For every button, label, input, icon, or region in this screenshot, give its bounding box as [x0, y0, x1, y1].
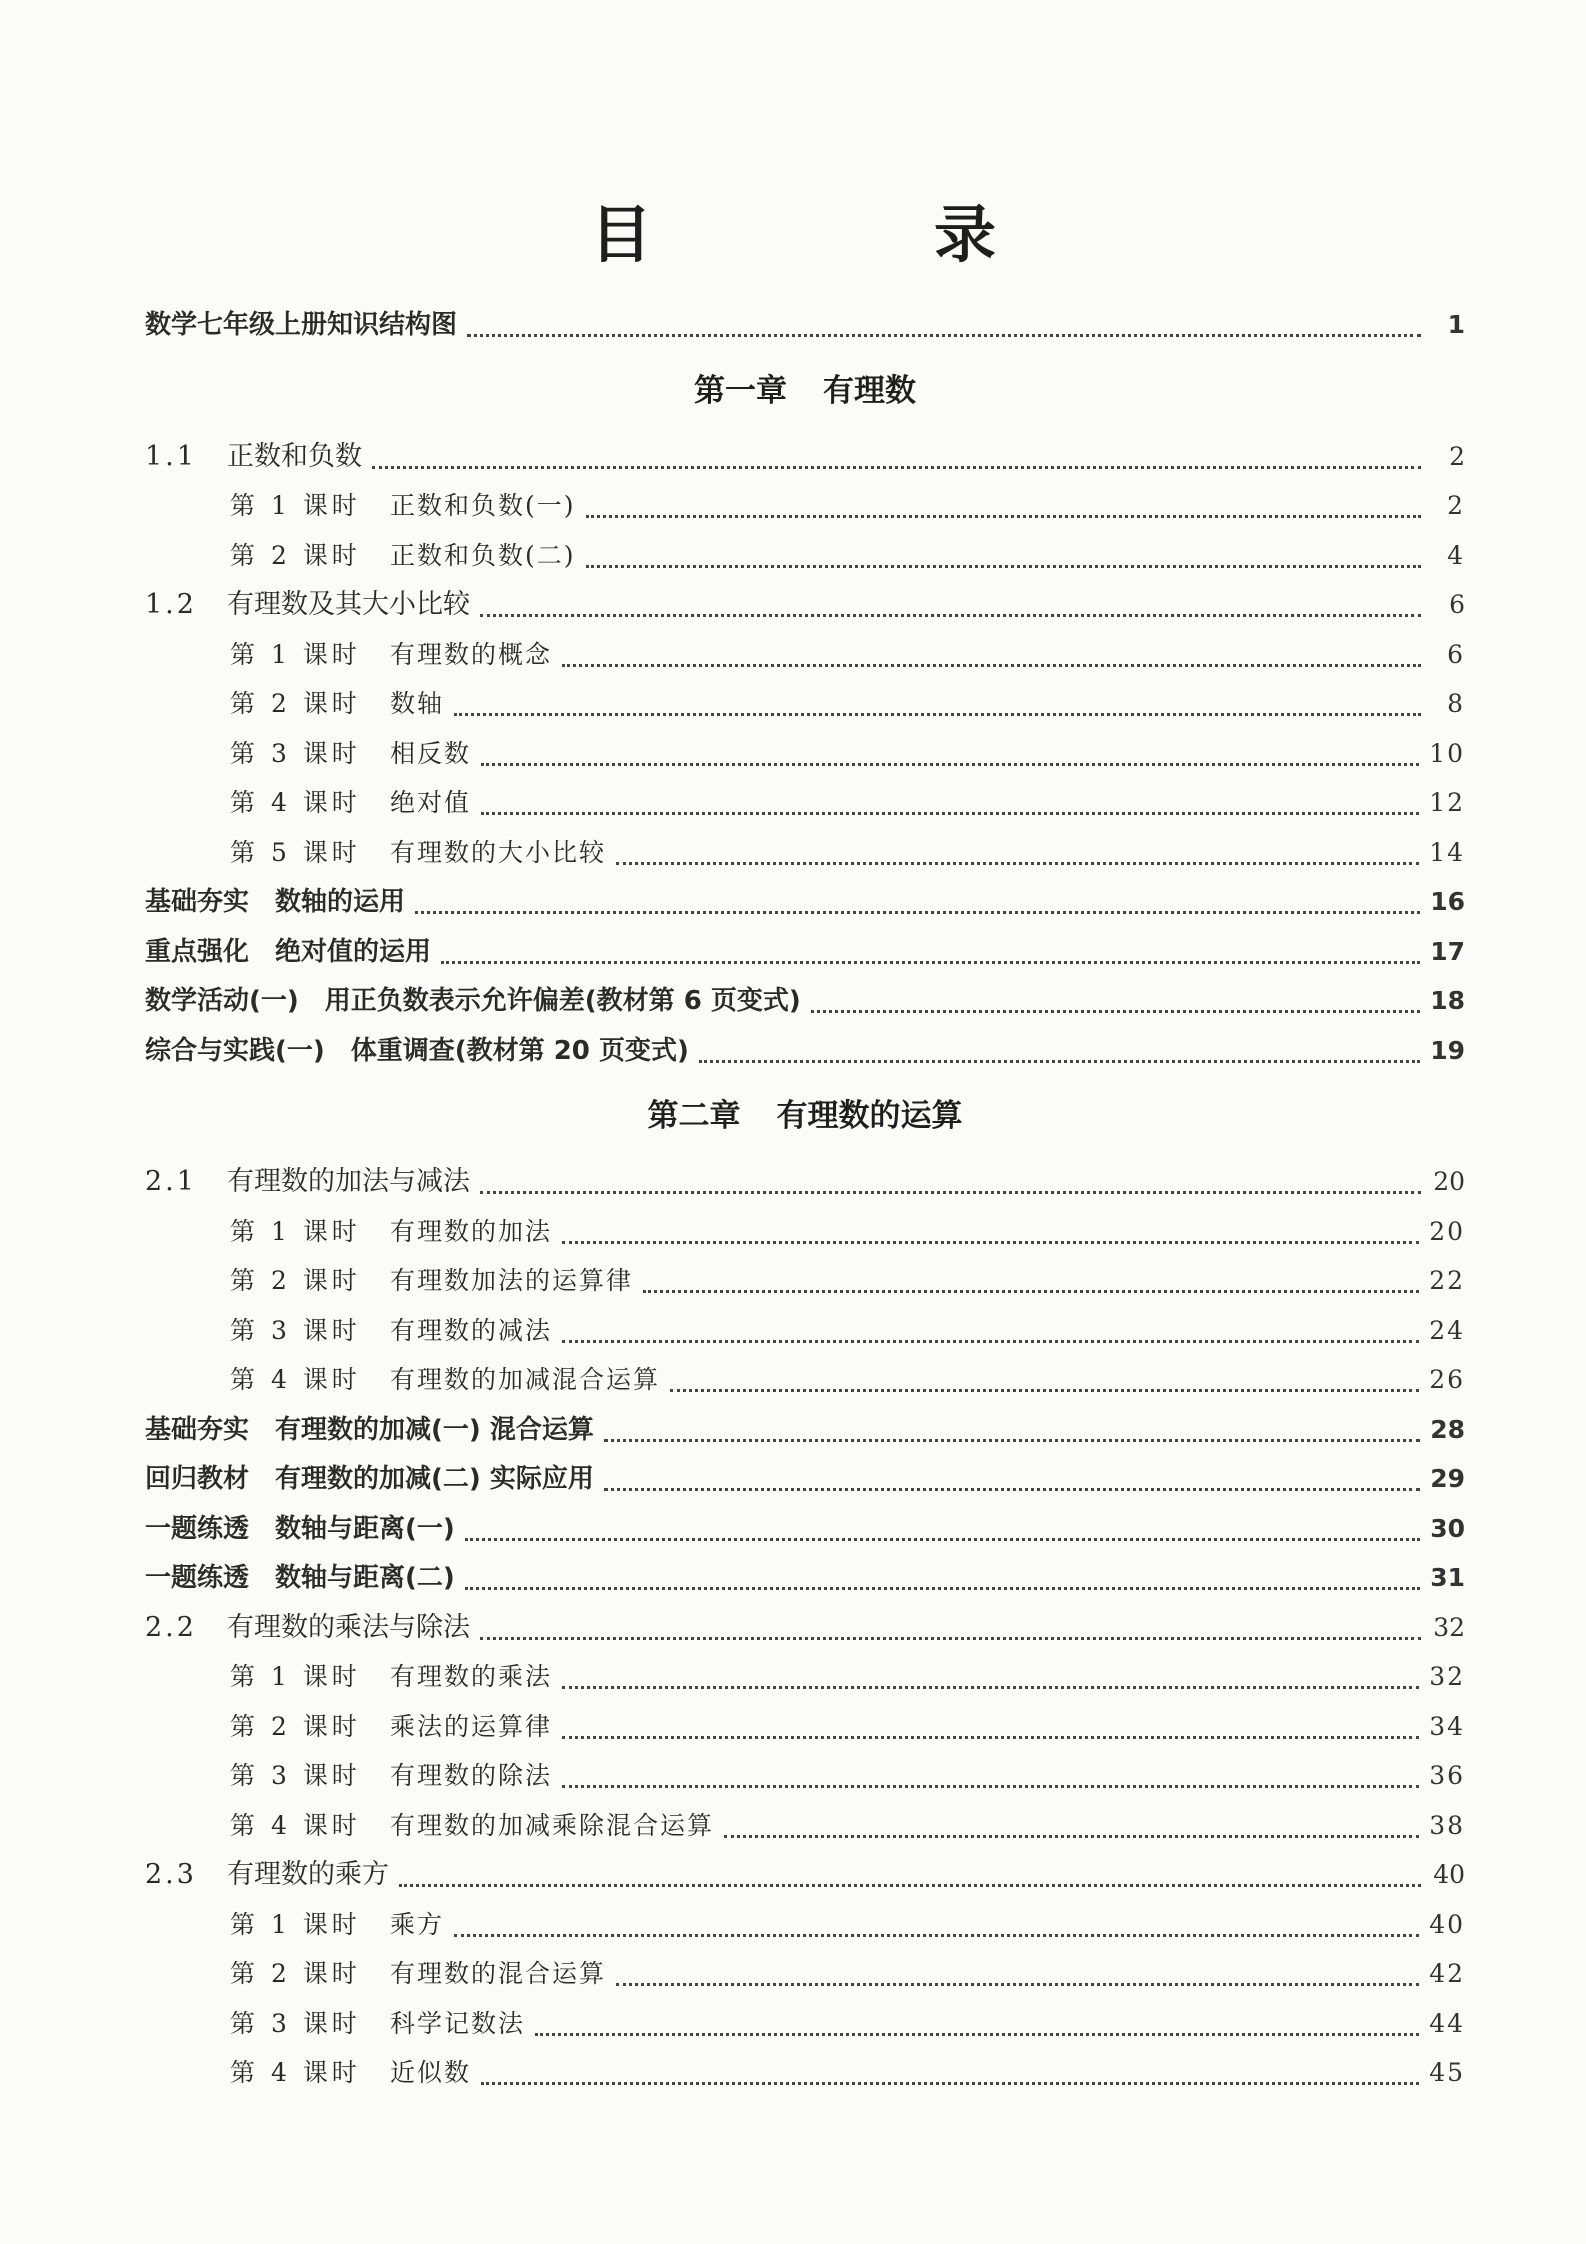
- entry-number: 1.1: [145, 440, 197, 472]
- chapter-heading: [145, 350, 1465, 432]
- dot-leader: [562, 1326, 1419, 1343]
- entry-label: [230, 2048, 471, 2098]
- chapter-number: 第二章: [647, 1098, 741, 1134]
- entry-label: [230, 1900, 444, 1950]
- entry-title: 有理数的乘法与除法: [227, 1611, 470, 1643]
- table-of-contents: [145, 300, 1465, 2098]
- entry-number: 第 4 课时: [230, 1365, 361, 1394]
- entry-title: 绝对值: [390, 788, 472, 817]
- entry-label: [145, 580, 470, 630]
- entry-label: [230, 1751, 552, 1801]
- page-number: 42: [1429, 1959, 1465, 1988]
- entry-label: [145, 432, 362, 482]
- entry-title: 有理数的概念: [390, 639, 553, 669]
- dot-leader: [699, 1046, 1420, 1063]
- dot-leader: [441, 947, 1420, 964]
- dot-leader: [480, 1623, 1421, 1640]
- entry-number: 第 4 课时: [230, 788, 361, 817]
- dot-leader: [399, 1870, 1421, 1887]
- entry-title: 有理数的混合运算: [390, 1959, 607, 1988]
- entry-label: [145, 928, 431, 978]
- entry-title: 有理数的大小比较: [390, 837, 607, 867]
- page-number: 18: [1430, 986, 1465, 1015]
- dot-leader: [454, 699, 1421, 716]
- entry-number: 第 1 课时: [230, 1909, 361, 1939]
- entry-title: 绝对值的运用: [275, 936, 432, 967]
- entry-title: 正数和负数(二): [390, 540, 576, 570]
- toc-entry-lesson[interactable]: [145, 778, 1465, 828]
- entry-number: 第 3 课时: [230, 2008, 361, 2038]
- entry-title: 有理数的乘方: [227, 1859, 389, 1890]
- entry-title: 数轴与距离(二): [275, 1563, 455, 1593]
- entry-label: [145, 1157, 470, 1207]
- page-number: 12: [1429, 788, 1465, 817]
- page-number: 38: [1429, 1810, 1465, 1840]
- page-number: 36: [1429, 1761, 1465, 1790]
- toc-entry-special[interactable]: [145, 1454, 1465, 1504]
- entry-title: 科学记数法: [390, 2008, 526, 2038]
- dot-leader: [465, 1524, 1420, 1541]
- entry-title: 正数和负数(一): [390, 491, 576, 520]
- toc-entry-section[interactable]: [145, 1603, 1465, 1653]
- toc-entry-special[interactable]: [145, 1553, 1465, 1603]
- page-number: 31: [1430, 1563, 1465, 1592]
- dot-leader: [586, 551, 1421, 568]
- page-number: 4: [1447, 540, 1465, 570]
- entry-number: 第 2 课时: [230, 1711, 361, 1741]
- dot-leader: [562, 1672, 1419, 1689]
- entry-title: 有理数的加法: [390, 1216, 553, 1246]
- entry-title: 有理数的加减混合运算: [390, 1365, 661, 1394]
- dot-leader: [586, 501, 1421, 518]
- toc-entry-lesson[interactable]: [145, 1999, 1465, 2049]
- dot-leader: [724, 1821, 1419, 1838]
- page-number: 10: [1429, 738, 1465, 768]
- toc-entry-special[interactable]: [145, 1026, 1465, 1076]
- entry-number: 第 2 课时: [230, 689, 361, 718]
- toc-entry-lesson[interactable]: [145, 1652, 1465, 1702]
- page-number: 44: [1429, 2008, 1465, 2038]
- entry-label: [230, 1652, 552, 1702]
- toc-entry-lesson[interactable]: [145, 679, 1465, 729]
- entry-number: 第 1 课时: [230, 639, 361, 669]
- page-number: 8: [1447, 689, 1465, 718]
- entry-number: 回归教材: [145, 1464, 250, 1494]
- page-number: 32: [1429, 1662, 1465, 1691]
- dot-leader: [616, 848, 1419, 865]
- page-number: 34: [1429, 1711, 1465, 1741]
- dot-leader: [467, 320, 1421, 337]
- toc-entry-lesson[interactable]: [145, 1306, 1465, 1356]
- chapter-number: 第一章: [694, 372, 787, 409]
- page-number: 40: [1433, 1860, 1465, 1889]
- entry-label: [230, 1999, 525, 2049]
- toc-entry-special[interactable]: [145, 1405, 1465, 1455]
- entry-number: 基础夯实: [145, 887, 250, 917]
- dot-leader: [372, 452, 1421, 469]
- dot-leader: [481, 2068, 1419, 2085]
- entry-label: [145, 1455, 594, 1505]
- page-number: 1: [1447, 310, 1465, 339]
- entry-label: [145, 1406, 594, 1456]
- entry-label: [145, 977, 801, 1027]
- toc-entry-special[interactable]: [145, 927, 1465, 977]
- dot-leader: [480, 1177, 1421, 1194]
- entry-label: [230, 1306, 552, 1356]
- dot-leader: [562, 1227, 1419, 1244]
- entry-number: 一题练透: [145, 1563, 250, 1593]
- page-number: 16: [1430, 887, 1465, 916]
- dot-leader: [415, 897, 1420, 914]
- toc-entry-section[interactable]: [145, 432, 1465, 482]
- entry-label: [230, 1207, 552, 1257]
- entry-label: [230, 778, 471, 828]
- toc-entry-lesson[interactable]: [145, 1702, 1465, 1752]
- entry-label: [230, 1355, 660, 1405]
- entry-number: 第 5 课时: [230, 837, 361, 867]
- entry-title: 相反数: [390, 738, 472, 768]
- toc-entry-section[interactable]: [145, 1157, 1465, 1207]
- entry-title: 有理数的乘法: [390, 1662, 553, 1691]
- entry-label: [230, 481, 576, 531]
- entry-number: 2.1: [145, 1166, 197, 1197]
- entry-label: [145, 1554, 455, 1604]
- entry-title: 体重调查(教材第 20 页变式): [350, 1035, 689, 1066]
- page-number: 24: [1429, 1315, 1465, 1345]
- dot-leader: [604, 1474, 1420, 1491]
- chapter-heading: [145, 1075, 1465, 1157]
- entry-label: [230, 1801, 714, 1851]
- entry-number: 第 3 课时: [230, 1761, 361, 1790]
- entry-title: 有理数的减法: [390, 1315, 553, 1345]
- entry-title: 数轴: [390, 689, 445, 718]
- entry-label: [230, 828, 606, 878]
- entry-number: 第 2 课时: [230, 1959, 361, 1988]
- entry-number: 第 1 课时: [230, 1662, 361, 1691]
- toc-entry-section[interactable]: [145, 580, 1465, 630]
- entry-number: 2.3: [145, 1859, 197, 1890]
- toc-entry-lesson[interactable]: [145, 481, 1465, 531]
- toc-entry-lesson[interactable]: [145, 531, 1465, 581]
- entry-number: 1.2: [145, 589, 197, 620]
- toc-entry-lesson[interactable]: [145, 1256, 1465, 1306]
- entry-number: 第 2 课时: [230, 540, 361, 570]
- dot-leader: [562, 1771, 1419, 1788]
- entry-title: 乘法的运算律: [390, 1711, 553, 1741]
- toc-entry-lesson[interactable]: [145, 1207, 1465, 1257]
- dot-leader: [481, 798, 1419, 815]
- entry-label: [145, 1027, 689, 1077]
- entry-number: 数学活动(一): [145, 986, 299, 1016]
- page-number: 14: [1429, 837, 1465, 867]
- entry-number: 第 1 课时: [230, 491, 361, 520]
- page-number: 29: [1430, 1464, 1465, 1493]
- dot-leader: [670, 1375, 1419, 1392]
- toc-entry-lesson[interactable]: [145, 729, 1465, 779]
- entry-title: 数轴与距离(一): [275, 1513, 455, 1544]
- toc-entry-special[interactable]: [145, 1504, 1465, 1554]
- dot-leader: [481, 749, 1419, 766]
- toc-entry-lesson[interactable]: [145, 828, 1465, 878]
- dot-leader: [454, 1920, 1419, 1937]
- entry-title: 有理数及其大小比较: [227, 589, 470, 620]
- toc-entry-special[interactable]: [145, 877, 1465, 927]
- dot-leader: [480, 600, 1421, 617]
- dot-leader: [811, 996, 1420, 1013]
- entry-label: [145, 1603, 470, 1653]
- page-number: 20: [1429, 1216, 1465, 1246]
- entry-label: [145, 878, 405, 928]
- entry-title: 正数和负数: [227, 440, 362, 472]
- entry-title: 近似数: [390, 2058, 472, 2087]
- entry-title: 有理数加法的运算律: [390, 1266, 634, 1295]
- chapter-title: 有理数的运算: [776, 1098, 963, 1134]
- entry-label: [145, 1850, 389, 1900]
- entry-number: 第 4 课时: [230, 1810, 361, 1840]
- toc-entry-lesson[interactable]: [145, 630, 1465, 680]
- toc-entry-lesson[interactable]: [145, 1900, 1465, 1950]
- chapter-title: 有理数: [823, 372, 916, 409]
- entry-number: 第 2 课时: [230, 1266, 361, 1295]
- entry-number: 第 4 课时: [230, 2058, 361, 2087]
- entry-number: 一题练透: [145, 1513, 250, 1544]
- entry-label: [230, 531, 576, 581]
- entry-title: 有理数的加减(二) 实际应用: [275, 1464, 594, 1494]
- page-number: 26: [1429, 1365, 1465, 1394]
- entry-label: [230, 729, 471, 779]
- entry-number: 综合与实践(一): [145, 1035, 325, 1066]
- page-title: 目 录: [589, 198, 1106, 271]
- entry-label: [230, 630, 552, 680]
- dot-leader: [465, 1573, 1420, 1590]
- dot-leader: [535, 2019, 1419, 2036]
- page-number: 40: [1429, 1909, 1465, 1939]
- entry-title: 数轴的运用: [275, 887, 406, 917]
- page-number: 17: [1430, 936, 1465, 966]
- entry-label: [230, 1256, 633, 1306]
- entry-label: [145, 1505, 455, 1555]
- page-number: 19: [1430, 1035, 1465, 1065]
- page-number: 28: [1430, 1414, 1465, 1444]
- entry-number: 基础夯实: [145, 1414, 250, 1445]
- entry-number: 重点强化: [145, 936, 250, 967]
- toc-entry-lesson[interactable]: [145, 1751, 1465, 1801]
- toc-entry-special[interactable]: [145, 976, 1465, 1026]
- page-number: 30: [1430, 1513, 1465, 1543]
- entry-title: 有理数的加减乘除混合运算: [390, 1810, 715, 1840]
- page-number: 2: [1449, 441, 1465, 471]
- page-number: 6: [1447, 639, 1465, 669]
- entry-number: 第 3 课时: [230, 1315, 361, 1345]
- toc-entry-special[interactable]: [145, 300, 1465, 350]
- entry-title: 有理数的加法与减法: [227, 1166, 470, 1197]
- page-number: 2: [1447, 491, 1465, 520]
- dot-leader: [562, 650, 1421, 667]
- entry-label: [145, 301, 457, 351]
- dot-leader: [643, 1276, 1419, 1293]
- page-number: 6: [1449, 590, 1465, 619]
- entry-title: 有理数的除法: [390, 1761, 553, 1790]
- entry-label: [230, 1702, 552, 1752]
- entry-label: [230, 679, 444, 729]
- entry-number: 第 1 课时: [230, 1216, 361, 1246]
- entry-number: 第 3 课时: [230, 738, 361, 768]
- toc-entry-lesson[interactable]: [145, 1801, 1465, 1851]
- page-number: 32: [1433, 1612, 1465, 1642]
- entry-label: [230, 1949, 606, 1999]
- dot-leader: [604, 1425, 1420, 1442]
- entry-title: 有理数的加减(一) 混合运算: [275, 1414, 594, 1445]
- entry-title: 乘方: [390, 1909, 445, 1939]
- page-number: 45: [1429, 2058, 1465, 2087]
- toc-entry-lesson[interactable]: [145, 2048, 1465, 2098]
- dot-leader: [616, 1969, 1419, 1986]
- entry-number: 2.2: [145, 1611, 197, 1643]
- entry-title: 用正负数表示允许偏差(教材第 6 页变式): [324, 986, 801, 1016]
- toc-entry-lesson[interactable]: [145, 1355, 1465, 1405]
- page-number: 20: [1433, 1167, 1465, 1196]
- toc-entry-section[interactable]: [145, 1850, 1465, 1900]
- dot-leader: [562, 1722, 1419, 1739]
- toc-entry-lesson[interactable]: [145, 1949, 1465, 1999]
- page-number: 22: [1429, 1266, 1465, 1295]
- entry-title: 数学七年级上册知识结构图: [145, 310, 458, 340]
